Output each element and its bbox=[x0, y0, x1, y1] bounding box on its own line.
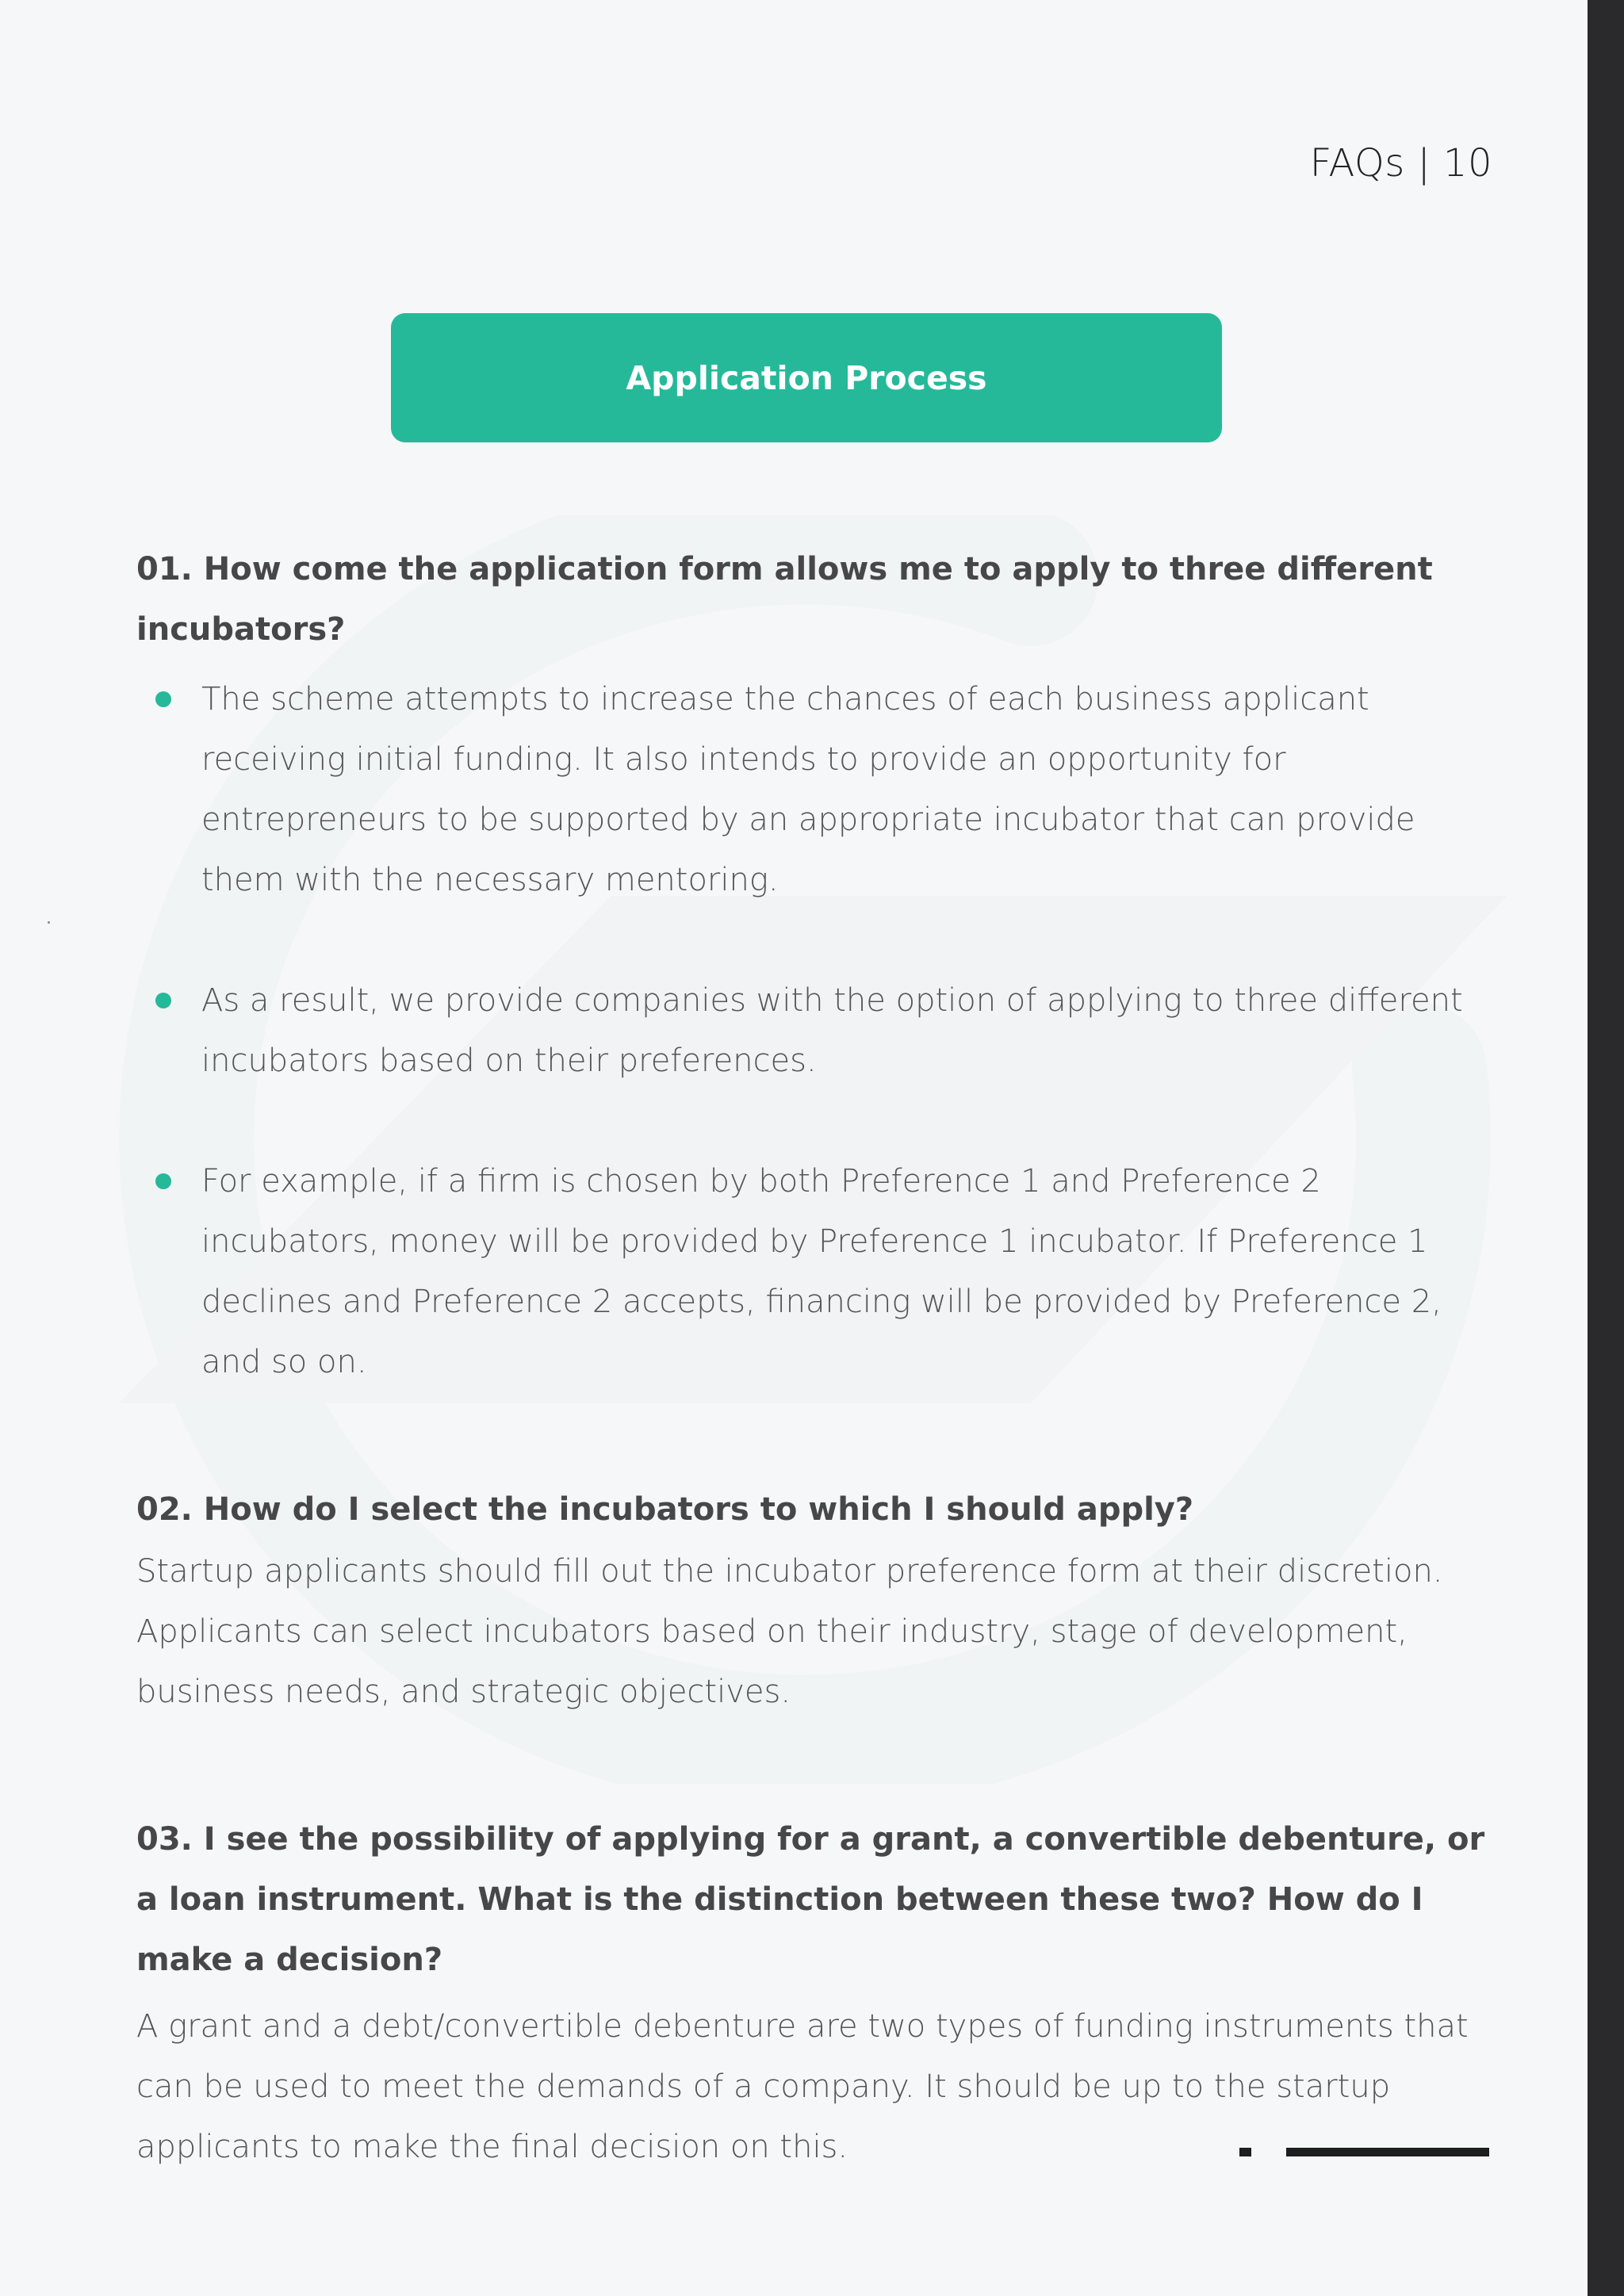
faq-question-2: 02. How do I select the incubators to which I should apply? bbox=[136, 1491, 1194, 1528]
bullet-text: The scheme attempts to increase the chances of each business applicant receiving initial funding. It also intends to provide an opportunity for entrepreneurs to be supported by an appropriate incubator that can provide them with the necessary mentoring. bbox=[201, 681, 1415, 898]
faq-answer-2: Startup applicants should fill out the incubator preference form at their discretion. Applicants can select incubators based on their industry, stage of development, business needs, and strategic objectives. bbox=[136, 1553, 1443, 1710]
page-number: FAQs | 10 bbox=[1309, 141, 1492, 186]
list-item bbox=[136, 970, 1492, 1091]
faq-content bbox=[136, 539, 1492, 2177]
faq-answer-3: A grant and a debt/convertible debenture are two types of funding instruments that can be used to meet the demands of a company. It should be up to the startup applicants to make the final decision on this. bbox=[136, 2008, 1469, 2165]
section-banner bbox=[391, 313, 1222, 442]
list-item bbox=[136, 1151, 1492, 1392]
faq-question-3: 03. I see the possibility of applying for a grant, a convertible debenture, or a loan instrument. What is the distinction between these two? How do I make a decision? bbox=[136, 1821, 1485, 1978]
page-edge-bar bbox=[1588, 0, 1624, 2296]
bullet-text: As a result, we provide companies with the option of applying to three different incubators based on their preferences. bbox=[201, 982, 1463, 1079]
bullet-dot-icon bbox=[155, 691, 171, 707]
decorative-dot bbox=[48, 921, 50, 924]
faq-question-1: 01. How come the application form allows me to apply to three different incubators? bbox=[136, 551, 1433, 648]
bullet-dot-icon bbox=[155, 993, 171, 1008]
bullet-text: For example, if a firm is chosen by both Preference 1 and Preference 2 incubators, money will be provided by Preference 1 incubator. If Preference 1 declines and Preference 2 accepts, financing will be provided by Preference 2, and so on. bbox=[201, 1163, 1442, 1380]
faq-answer-1-list bbox=[136, 669, 1492, 1392]
bullet-dot-icon bbox=[155, 1173, 171, 1189]
footer-mark-square bbox=[1239, 2148, 1251, 2156]
list-item bbox=[136, 669, 1492, 910]
section-title: Application Process bbox=[626, 358, 987, 397]
footer-mark-line bbox=[1286, 2148, 1489, 2156]
